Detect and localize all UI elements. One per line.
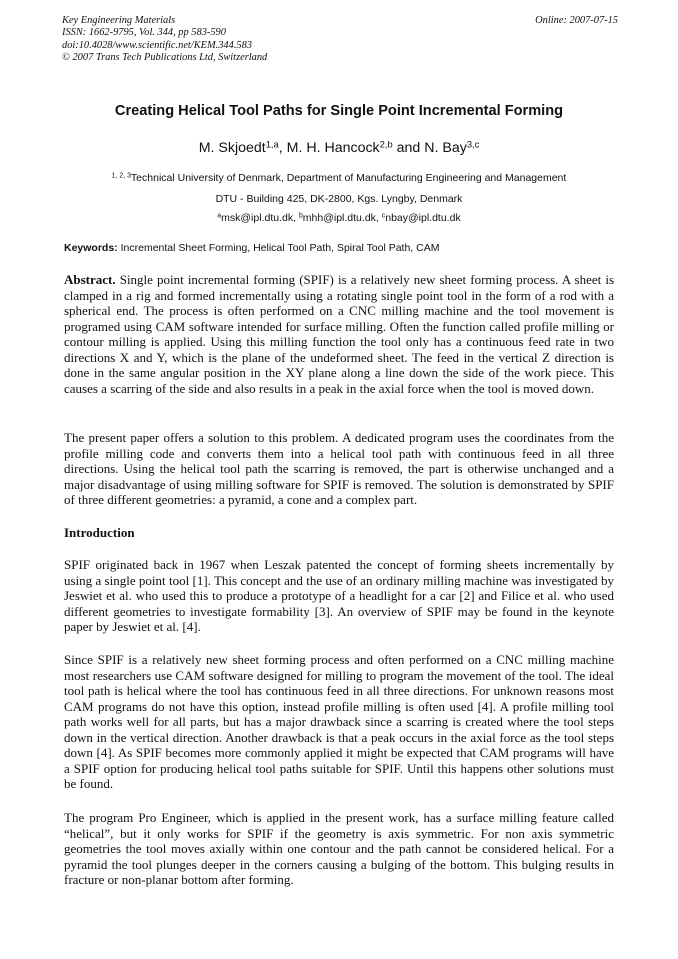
abstract-paragraph-2: The present paper offers a solution to this problem. A dedicated program uses the coordinates from the profile milling code and converts them into a helical tool path with continuous feed in all three directions. Using the helical tool path the scarring is removed, the part is otherwise unchanged and a major disadvantage of using milling software for SPIF is removed. The solution is demonstrated by SPIF of three different geometries: a pyramid, a cone and a complex part. <box>64 430 614 507</box>
author-separator: and <box>392 140 425 156</box>
author-superscript: 1,a <box>265 139 279 150</box>
journal-doi: doi:10.4028/www.scientific.net/KEM.344.583 <box>62 39 252 51</box>
email-link[interactable]: mhh@ipl.dtu.dk <box>302 212 376 224</box>
author-list <box>40 140 638 156</box>
author-name: N. Bay <box>424 140 467 156</box>
section-heading-introduction: Introduction <box>64 525 135 540</box>
keywords-text: Incremental Sheet Forming, Helical Tool Path, Spiral Tool Path, CAM <box>120 242 440 254</box>
abstract-label: Abstract. <box>64 272 116 287</box>
author-emails: $^a$msk@ipl.dtu.dk, $^b$mhh@ipl.dtu.dk, $^c$nbay@ipl.dtu.dk <box>217 212 461 224</box>
journal-copyright: © 2007 Trans Tech Publications Ltd, Switzerland <box>62 51 268 63</box>
intro-paragraph-2: Since SPIF is a relatively new sheet forming process and often performed on a CNC milling machine most researchers use CAM software designed for milling to program the movement of the tool. The ideal tool path is helical where the tool has continuous feed in all three directions. For unknown reasons most CAM programs do not have this option, instead profile milling is often used [4]. A profile milling tool path works well for all parts, but has a major drawback since a scarring is created where the tool steps down in the vertical direction. Another drawback is that a peak occurs in the axial force as the tool steps down [4]. As SPIF becomes more commonly applied it might be expected that CAM programs will have a SPIF option for producing helical tool paths suitable for SPIF. Until this happens other solutions must be found. <box>64 652 614 791</box>
abstract-paragraph: Abstract. Single point incremental forming (SPIF) is a relatively new sheet forming process. A sheet is clamped in a rig and formed incrementally using a rotating single point tool in the form of a rod with a spherical end. The process is often performed on a CNC milling machine and the tool movement is programed using CAM software intended for surface milling. Often the function called profile milling or contour milling is applied. Using this milling function the tool only has a continuous feed rate in two directions X and Y, which is the plane of the undeformed sheet. The feed in the vertical Z direction is done in the same angular position in the XY plane along a line down the side of the work piece. This causes a scarring of the side and also results in a peak in the axial force when the tool is moved down. <box>64 272 614 396</box>
author-separator: , <box>278 140 287 156</box>
journal-issn: ISSN: 1662-9795, Vol. 344, pp 583-590 <box>62 27 226 39</box>
journal-header <box>62 15 618 64</box>
keywords-label: Keywords: <box>64 242 118 254</box>
author-name: M. H. Hancock <box>286 140 380 156</box>
affiliation-line <box>40 172 638 184</box>
intro-paragraph-3: The program Pro Engineer, which is applied in the present work, has a surface milling feature called “helical”, but it only works for SPIF if the geometry is axis symmetric. For non axis symmetric geometries the tool moves axially within one contour and the path cannot be considered helical. For a pyramid the tool plunges deeper in the corners causing a bulging of the bottom. This bulging results in fracture or non-planar bottom after forming. <box>64 810 614 887</box>
email-link[interactable]: msk@ipl.dtu.dk <box>221 212 294 224</box>
keywords-line <box>64 242 439 254</box>
journal-name: Key Engineering Materials <box>62 15 176 26</box>
affiliation-superscript: 1, 2, 3 <box>111 172 131 180</box>
email-link[interactable]: nbay@ipl.dtu.dk <box>385 212 461 224</box>
affiliation-institution: Technical University of Denmark, Department of Manufacturing Engineering and Management <box>130 172 567 184</box>
affiliation-address: DTU - Building 425, DK-2800, Kgs. Lyngby, Denmark <box>215 193 463 205</box>
author-superscript: 2,b <box>379 139 393 150</box>
paper-title: Creating Helical Tool Paths for Single Point Incremental Forming <box>114 103 564 119</box>
online-date: Online: 2007-07-15 <box>535 15 618 26</box>
author-superscript: 3,c <box>466 139 480 150</box>
intro-paragraph-1: SPIF originated back in 1967 when Leszak patented the concept of forming sheets incrementally by using a single point tool [1]. This concept and the use of an ordinary milling machine was investigated by Jeswiet et al. who used this to produce a prototype of a headlight for a car [2] and Filice et al. who used different geometries to investigate formability [3]. An overview of SPIF may be found in the keynote paper by Jeswiet et al. [4]. <box>64 557 614 634</box>
author-name: M. Skjoedt <box>198 140 266 156</box>
